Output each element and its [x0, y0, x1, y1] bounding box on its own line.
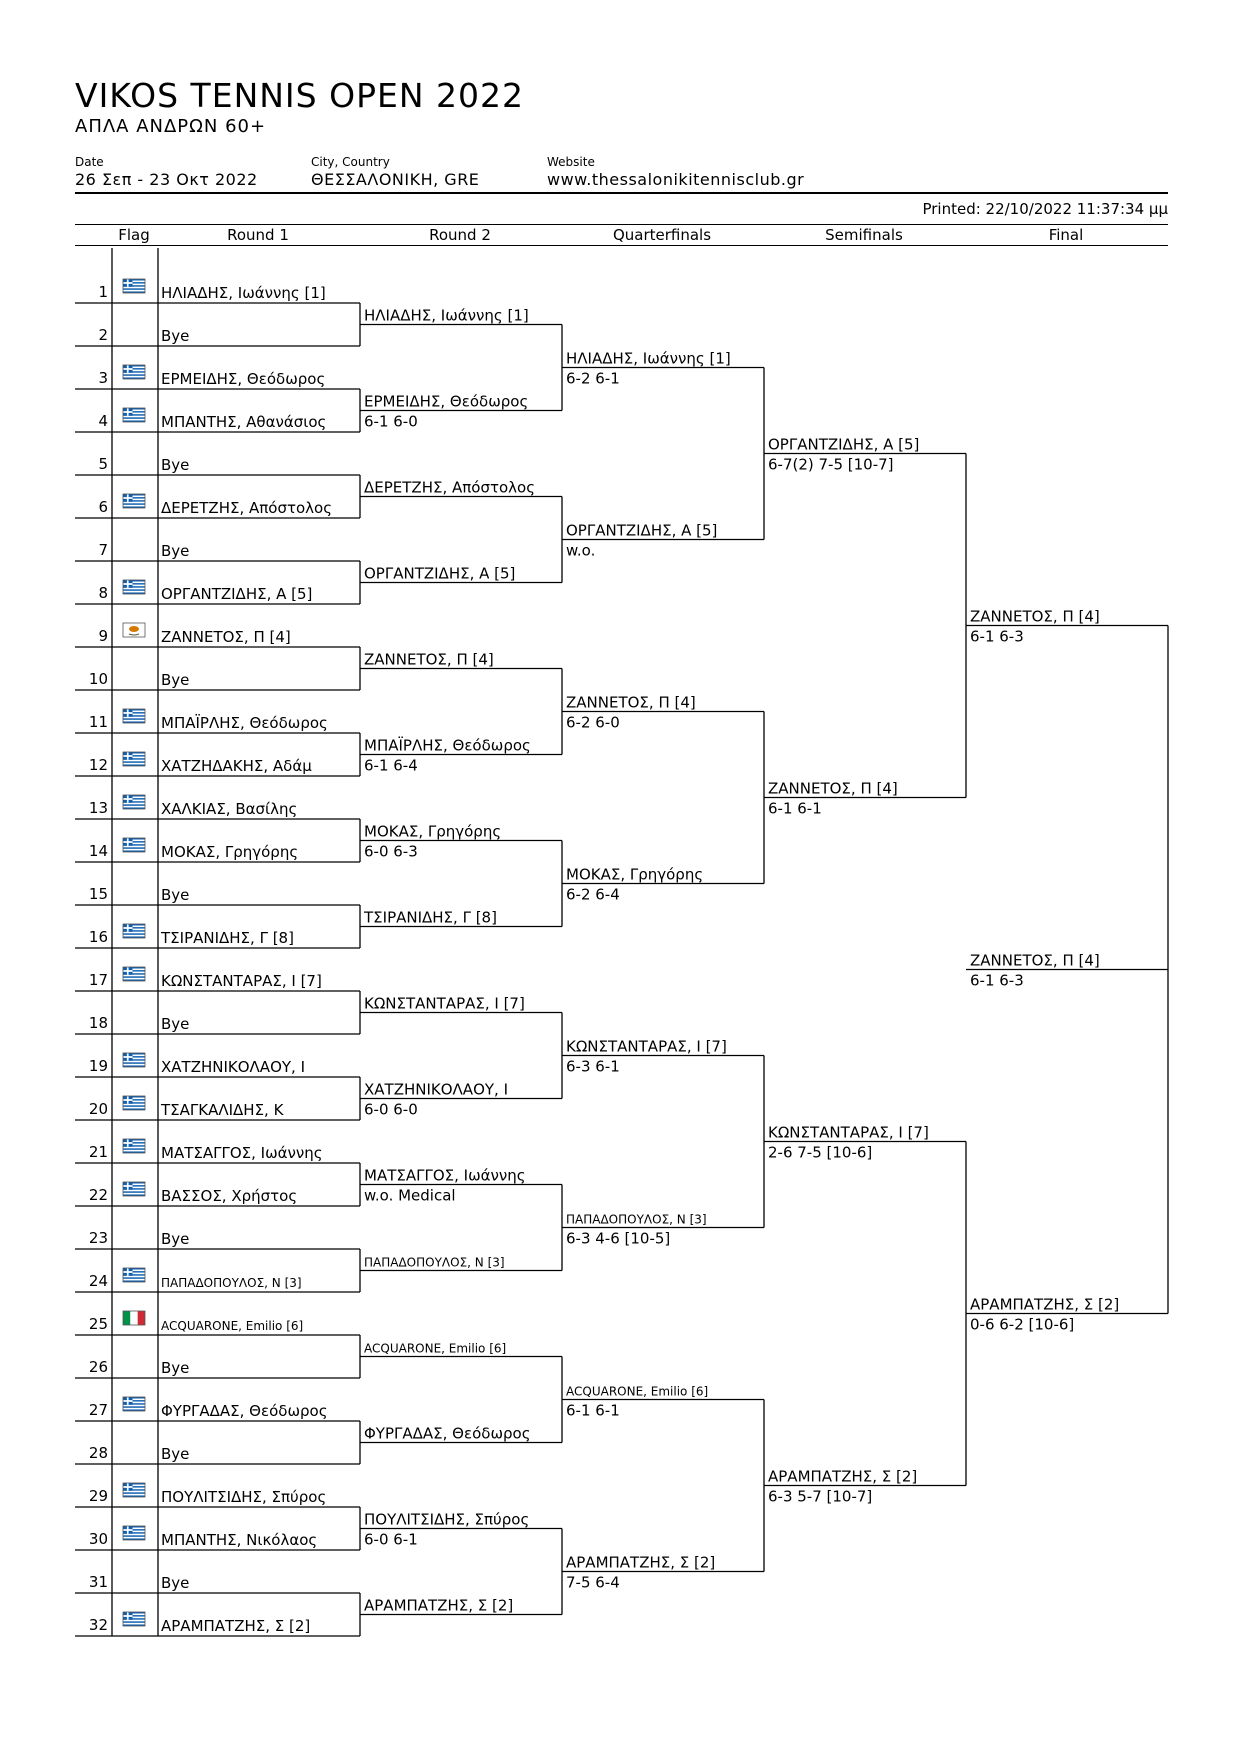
greece-flag-icon	[123, 1397, 145, 1411]
quarterfinal-player-name: ΗΛΙΑΔΗΣ, Ιωάννης [1]	[566, 349, 731, 368]
quarterfinal-player-name: ΑΡΑΜΠΑΤΖΗΣ, Σ [2]	[566, 1553, 716, 1572]
round1-player-name: ΖΑΝΝΕΤΟΣ, Π [4]	[161, 628, 291, 646]
round2-score: 6-0 6-0	[364, 1100, 418, 1119]
draw-position-number: 22	[88, 1186, 108, 1204]
round2-player-name: ΔΕΡΕΤΖΗΣ, Απόστολος	[364, 478, 536, 497]
round2-player-name: ΜΠΑΪΡΛΗΣ, Θεόδωρος	[364, 736, 531, 755]
column-header-quarterfinals: Quarterfinals	[612, 226, 712, 244]
round1-player-name: Bye	[161, 1230, 190, 1248]
greece-flag-icon	[123, 1612, 145, 1626]
draw-position-number: 19	[88, 1057, 108, 1075]
draw-position-number: 17	[88, 971, 108, 989]
draw-position-number: 25	[88, 1315, 108, 1333]
quarterfinal-player-name: ΖΑΝΝΕΤΟΣ, Π [4]	[566, 693, 696, 712]
round2-score: 6-0 6-1	[364, 1530, 418, 1549]
round1-player-name: ΠΑΠΑΔΟΠΟΥΛΟΣ, Ν [3]	[161, 1276, 302, 1290]
greece-flag-icon	[123, 580, 145, 594]
round1-player-name: Bye	[161, 1574, 190, 1592]
round1-player-name: ΧΑΤΖΗΝΙΚΟΛΑΟΥ, Ι	[161, 1058, 305, 1076]
quarterfinal-score: 6-1 6-1	[566, 1401, 620, 1420]
round1-player-name: Bye	[161, 1445, 190, 1463]
draw-position-number: 21	[88, 1143, 108, 1161]
round1-player-name: Bye	[161, 886, 190, 904]
draw-position-number: 20	[88, 1100, 108, 1118]
website-label: Website	[547, 155, 595, 169]
semifinal-score: 6-7(2) 7-5 [10-7]	[768, 455, 894, 474]
round2-player-name: ΜΑΤΣΑΓΓΟΣ, Ιωάννης	[364, 1166, 526, 1185]
round2-player-name: ΜΟΚΑΣ, Γρηγόρης	[364, 822, 502, 841]
semifinal-score: 2-6 7-5 [10-6]	[768, 1143, 873, 1162]
round1-player-name: ΗΛΙΑΔΗΣ, Ιωάννης [1]	[161, 284, 326, 302]
column-header-round1: Round 1	[227, 226, 289, 244]
draw-position-number: 28	[88, 1444, 108, 1462]
round1-player-name: ΜΑΤΣΑΓΓΟΣ, Ιωάννης	[161, 1144, 323, 1162]
quarterfinal-player-name: ΟΡΓΑΝΤΖΙΔΗΣ, Α [5]	[566, 521, 718, 540]
round1-player-name: ΤΣΙΡΑΝΙΔΗΣ, Γ [8]	[161, 929, 294, 947]
draw-position-number: 30	[88, 1530, 108, 1548]
round1-player-name: ΟΡΓΑΝΤΖΙΔΗΣ, Α [5]	[161, 585, 313, 603]
final-score: 0-6 6-2 [10-6]	[970, 1315, 1075, 1334]
city-value: ΘΕΣΣΑΛΟΝΙΚΗ, GRE	[311, 170, 480, 189]
champion-score: 6-1 6-3	[970, 971, 1024, 990]
round1-player-name: ΜΟΚΑΣ, Γρηγόρης	[161, 843, 299, 861]
round1-player-name: ΚΩΝΣΤΑΝΤΑΡΑΣ, Ι [7]	[161, 972, 322, 990]
column-header-round2: Round 2	[429, 226, 491, 244]
draw-position-number: 5	[98, 455, 108, 473]
draw-position-number: 24	[88, 1272, 108, 1290]
round2-score: 6-0 6-3	[364, 842, 418, 861]
round1-player-name: Bye	[161, 327, 190, 345]
greece-flag-icon	[123, 1526, 145, 1540]
printed-timestamp: Printed: 22/10/2022 11:37:34 μμ	[922, 200, 1168, 218]
greece-flag-icon	[123, 967, 145, 981]
greece-flag-icon	[123, 1182, 145, 1196]
italy-flag-icon	[123, 1311, 145, 1325]
draw-position-number: 16	[88, 928, 108, 946]
round2-player-name: ACQUARONE, Emilio [6]	[364, 1341, 507, 1356]
city-label: City, Country	[311, 155, 390, 169]
round2-player-name: ΕΡΜΕΙΔΗΣ, Θεόδωρος	[364, 392, 529, 411]
round1-player-name: Bye	[161, 1015, 190, 1033]
round2-player-name: ΚΩΝΣΤΑΝΤΑΡΑΣ, Ι [7]	[364, 994, 525, 1013]
round1-player-name: ΑΡΑΜΠΑΤΖΗΣ, Σ [2]	[161, 1617, 311, 1635]
draw-position-number: 26	[88, 1358, 108, 1376]
greece-flag-icon	[123, 924, 145, 938]
round2-score: 6-1 6-0	[364, 412, 418, 431]
semifinal-score: 6-1 6-1	[768, 799, 822, 818]
round2-score: 6-1 6-4	[364, 756, 418, 775]
greece-flag-icon	[123, 279, 145, 293]
draw-position-number: 10	[88, 670, 108, 688]
semifinal-player-name: ΟΡΓΑΝΤΖΙΔΗΣ, Α [5]	[768, 435, 920, 454]
round1-player-name: ΜΠΑΪΡΛΗΣ, Θεόδωρος	[161, 714, 328, 732]
round1-player-name: ΕΡΜΕΙΔΗΣ, Θεόδωρος	[161, 370, 326, 388]
final-player-name: ΑΡΑΜΠΑΤΖΗΣ, Σ [2]	[970, 1295, 1120, 1314]
quarterfinal-player-name: ΠΑΠΑΔΟΠΟΥΛΟΣ, Ν [3]	[566, 1212, 707, 1227]
semifinal-player-name: ΑΡΑΜΠΑΤΖΗΣ, Σ [2]	[768, 1467, 918, 1486]
date-label: Date	[75, 155, 104, 169]
quarterfinal-score: 6-2 6-1	[566, 369, 620, 388]
draw-position-number: 3	[98, 369, 108, 387]
round2-player-name: ΖΑΝΝΕΤΟΣ, Π [4]	[364, 650, 494, 669]
quarterfinal-player-name: ΜΟΚΑΣ, Γρηγόρης	[566, 865, 704, 884]
round2-player-name: ΠΟΥΛΙΤΣΙΔΗΣ, Σπύρος	[364, 1510, 530, 1529]
greece-flag-icon	[123, 838, 145, 852]
round1-player-name: Bye	[161, 542, 190, 560]
final-score: 6-1 6-3	[970, 627, 1024, 646]
round2-player-name: ΗΛΙΑΔΗΣ, Ιωάννης [1]	[364, 306, 529, 325]
round1-player-name: ΧΑΛΚΙΑΣ, Βασίλης	[161, 800, 298, 818]
greece-flag-icon	[123, 1139, 145, 1153]
draw-position-number: 13	[88, 799, 108, 817]
quarterfinal-score: 7-5 6-4	[566, 1573, 620, 1592]
round2-player-name: ΠΑΠΑΔΟΠΟΥΛΟΣ, Ν [3]	[364, 1255, 505, 1270]
draw-position-number: 27	[88, 1401, 108, 1419]
round1-player-name: ΧΑΤΖΗΔΑΚΗΣ, Αδάμ	[161, 757, 312, 775]
round1-player-name: Bye	[161, 1359, 190, 1377]
quarterfinal-score: 6-2 6-0	[566, 713, 620, 732]
round1-player-name: ΠΟΥΛΙΤΣΙΔΗΣ, Σπύρος	[161, 1488, 327, 1506]
cyprus-flag-icon	[123, 623, 145, 637]
round2-score: w.o. Medical	[364, 1186, 456, 1205]
date-value: 26 Σεπ - 23 Οκτ 2022	[75, 170, 258, 189]
draw-position-number: 6	[98, 498, 108, 516]
column-header-final: Final	[1048, 226, 1084, 244]
greece-flag-icon	[123, 795, 145, 809]
draw-position-number: 4	[98, 412, 108, 430]
round2-player-name: ΑΡΑΜΠΑΤΖΗΣ, Σ [2]	[364, 1596, 514, 1615]
champion-name: ΖΑΝΝΕΤΟΣ, Π [4]	[970, 951, 1100, 970]
website-value: www.thessalonikitennisclub.gr	[547, 170, 805, 189]
final-player-name: ΖΑΝΝΕΤΟΣ, Π [4]	[970, 607, 1100, 626]
semifinal-player-name: ΖΑΝΝΕΤΟΣ, Π [4]	[768, 779, 898, 798]
draw-position-number: 18	[88, 1014, 108, 1032]
round2-player-name: ΟΡΓΑΝΤΖΙΔΗΣ, Α [5]	[364, 564, 516, 583]
draw-position-number: 8	[98, 584, 108, 602]
quarterfinal-score: w.o.	[566, 541, 596, 560]
round1-player-name: ΜΠΑΝΤΗΣ, Νικόλαος	[161, 1531, 318, 1549]
round1-player-name: ΒΑΣΣΟΣ, Χρήστος	[161, 1187, 298, 1205]
greece-flag-icon	[123, 408, 145, 422]
draw-position-number: 23	[88, 1229, 108, 1247]
round1-player-name: Bye	[161, 456, 190, 474]
column-header-semifinals: Semifinals	[825, 226, 903, 244]
semifinal-score: 6-3 5-7 [10-7]	[768, 1487, 873, 1506]
greece-flag-icon	[123, 494, 145, 508]
quarterfinal-score: 6-3 6-1	[566, 1057, 620, 1076]
quarterfinal-player-name: ACQUARONE, Emilio [6]	[566, 1384, 709, 1399]
greece-flag-icon	[123, 752, 145, 766]
draw-position-number: 11	[88, 713, 108, 731]
draw-position-number: 32	[88, 1616, 108, 1634]
draw-position-number: 15	[88, 885, 108, 903]
page-title: VIKOS TENNIS OPEN 2022	[75, 76, 524, 115]
draw-position-number: 29	[88, 1487, 108, 1505]
semifinal-player-name: ΚΩΝΣΤΑΝΤΑΡΑΣ, Ι [7]	[768, 1123, 929, 1142]
round2-player-name: ΧΑΤΖΗΝΙΚΟΛΑΟΥ, Ι	[364, 1080, 508, 1099]
quarterfinal-score: 6-3 4-6 [10-5]	[566, 1229, 671, 1248]
round2-player-name: ΦΥΡΓΑΔΑΣ, Θεόδωρος	[364, 1424, 531, 1443]
greece-flag-icon	[123, 1096, 145, 1110]
greece-flag-icon	[123, 365, 145, 379]
draw-position-number: 1	[98, 283, 108, 301]
round1-player-name: ΔΕΡΕΤΖΗΣ, Απόστολος	[161, 499, 333, 517]
draw-position-number: 9	[98, 627, 108, 645]
draw-position-number: 7	[98, 541, 108, 559]
round1-player-name: ΤΣΑΓΚΑΛΙΔΗΣ, Κ	[161, 1101, 284, 1119]
round1-player-name: ACQUARONE, Emilio [6]	[161, 1319, 304, 1333]
quarterfinal-score: 6-2 6-4	[566, 885, 620, 904]
round1-player-name: Bye	[161, 671, 190, 689]
greece-flag-icon	[123, 1483, 145, 1497]
draw-position-number: 14	[88, 842, 108, 860]
event-subtitle: ΑΠΛΑ ΑΝΔΡΩΝ 60+	[75, 116, 267, 137]
round1-player-name: ΦΥΡΓΑΔΑΣ, Θεόδωρος	[161, 1402, 328, 1420]
greece-flag-icon	[123, 709, 145, 723]
greece-flag-icon	[123, 1053, 145, 1067]
round1-player-name: ΜΠΑΝΤΗΣ, Αθανάσιος	[161, 413, 327, 431]
greece-flag-icon	[123, 1268, 145, 1282]
quarterfinal-player-name: ΚΩΝΣΤΑΝΤΑΡΑΣ, Ι [7]	[566, 1037, 727, 1056]
round2-player-name: ΤΣΙΡΑΝΙΔΗΣ, Γ [8]	[364, 908, 497, 927]
draw-position-number: 2	[98, 326, 108, 344]
draw-position-number: 12	[88, 756, 108, 774]
draw-position-number: 31	[88, 1573, 108, 1591]
column-header-flag: Flag	[118, 226, 150, 244]
